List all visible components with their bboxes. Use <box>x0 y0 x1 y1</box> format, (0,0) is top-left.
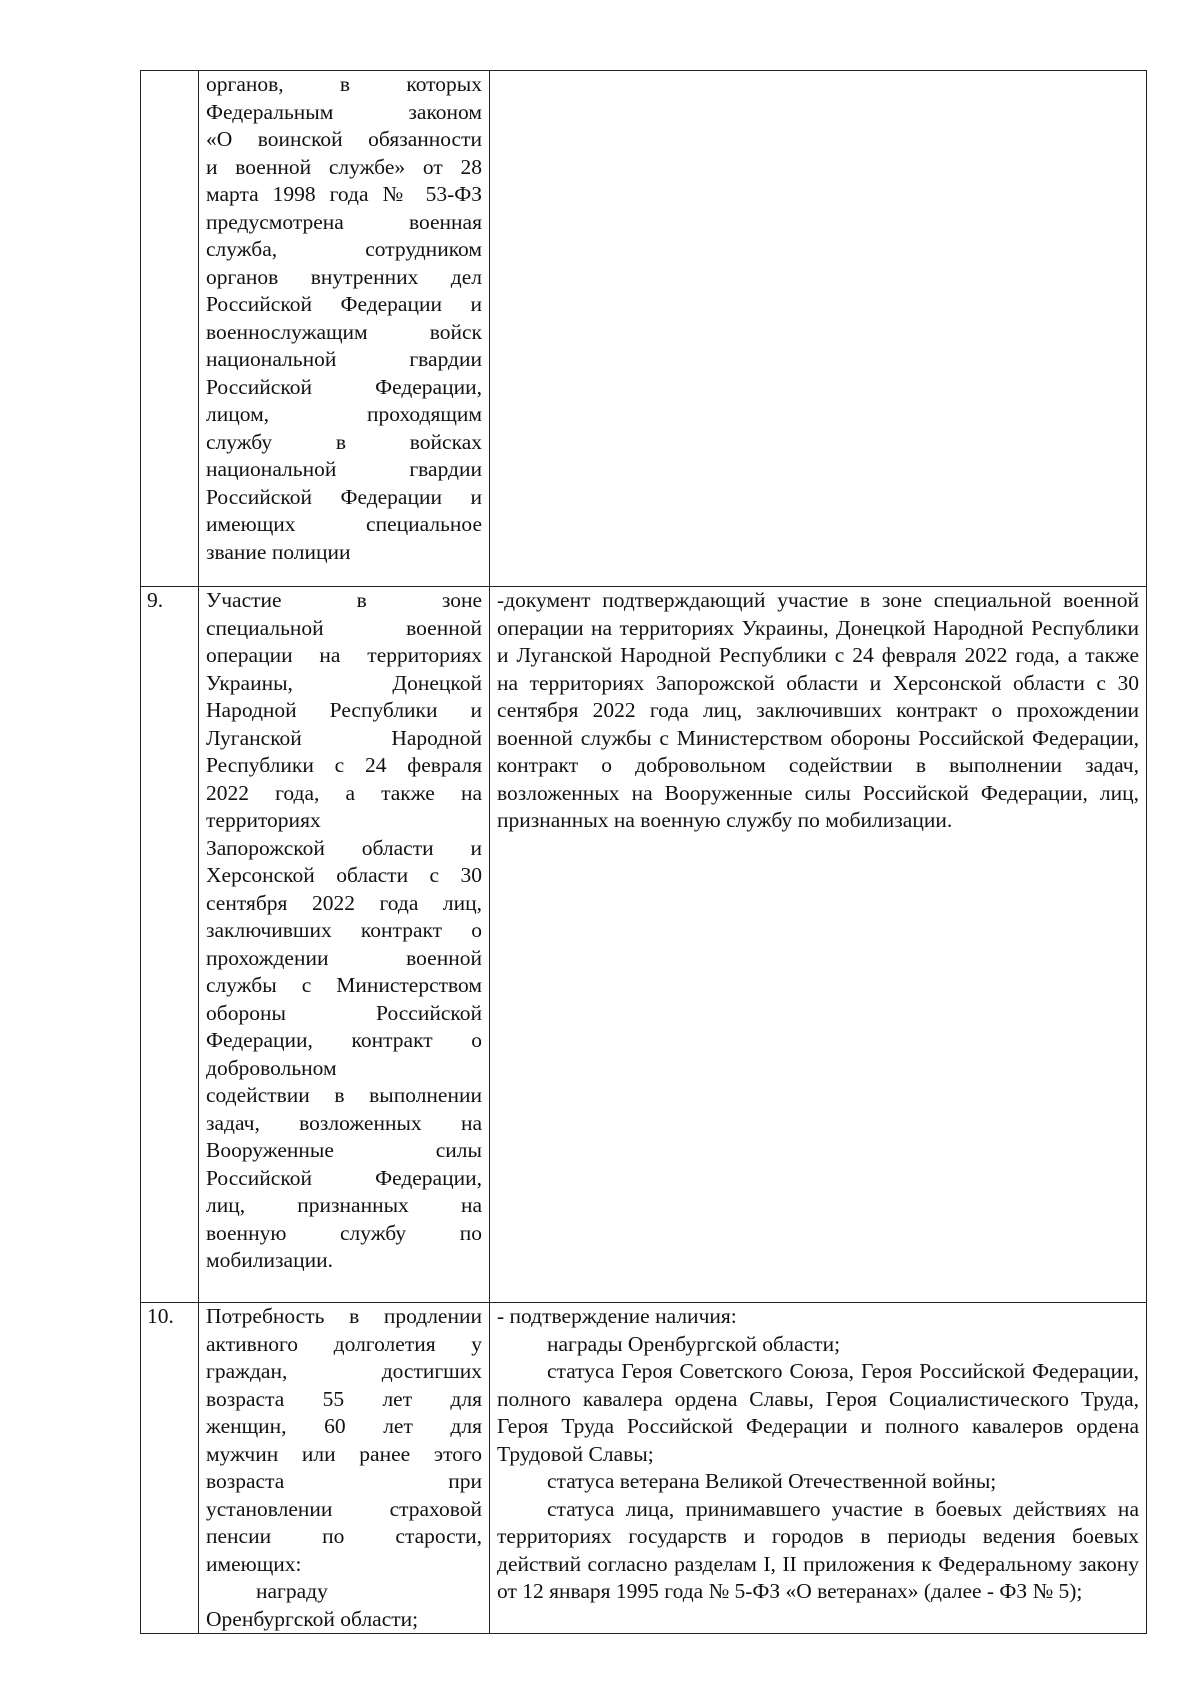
condition-line: органов внутренних дел <box>206 264 482 289</box>
condition-line: активного долголетия у <box>206 1331 482 1356</box>
condition-line: лицом, проходящим <box>206 402 482 426</box>
condition-line: Республики с 24 февраля <box>206 753 482 777</box>
condition-line <box>206 99 482 127</box>
condition-line: специальной военной <box>206 615 482 640</box>
condition-text: Федеральным законом <box>206 99 482 124</box>
condition-line: прохождении военной <box>206 945 482 970</box>
condition-line: военнослужащим войск <box>206 319 482 344</box>
condition-line: национальной гвардии <box>206 347 482 371</box>
condition-cell <box>199 71 490 587</box>
condition-line: лиц, признанных на <box>206 1193 482 1217</box>
condition-line: Российской Федерации, <box>206 1165 482 1190</box>
condition-line: Народной Республики и <box>206 698 482 722</box>
condition-line: предусмотрена военная <box>206 209 482 234</box>
document-paragraph: статуса лица, принимавшего участие в боевых действиях на территориях государств и городов в периоды ведения боевых действий согласно разделам I, II приложения к Федеральному закону от 12 января 1995 года № 5-ФЗ «О ветеранах» (далее - ФЗ № 5); <box>497 1496 1139 1603</box>
condition-line: национальной гвардии <box>206 457 482 481</box>
document-paragraph: статуса ветерана Великой Отечественной войны; <box>547 1469 997 1493</box>
condition-line: территориях <box>206 808 321 832</box>
condition-line: сентября 2022 года лиц, <box>206 890 482 915</box>
condition-line: служба, сотрудником <box>206 237 482 261</box>
condition-line: службы с Министерством <box>206 973 482 997</box>
condition-line: задач, возложенных на <box>206 1110 482 1135</box>
condition-line: мужчин или ранее этого <box>206 1441 482 1466</box>
condition-line: возраста 55 лет для <box>206 1386 482 1411</box>
condition-line: награду <box>256 1579 328 1603</box>
condition-cell <box>199 1303 490 1634</box>
condition-line: Российской Федерации, <box>206 374 482 399</box>
condition-line: Херсонской области с 30 <box>206 863 482 887</box>
condition-line: органов, в которых <box>206 72 482 96</box>
condition-line: службу в войсках <box>206 429 482 454</box>
row-number-cell <box>141 71 199 587</box>
condition-line: марта 1998 года № 53-ФЗ <box>206 182 482 206</box>
condition-line: Участие в зоне <box>206 588 482 612</box>
condition-line: имеющих: <box>206 1551 302 1576</box>
condition-line: Луганской Народной <box>206 725 482 750</box>
row-number: 9. <box>147 588 164 612</box>
condition-line: военную службу по <box>206 1220 482 1245</box>
condition-line: содействии в выполнении <box>206 1083 482 1107</box>
condition-line: Украины, Донецкой <box>206 670 482 695</box>
condition-line: добровольном <box>206 1055 337 1080</box>
condition-line: Оренбургской области; <box>206 1606 419 1631</box>
condition-line: Вооруженные силы <box>206 1138 482 1162</box>
documents-cell <box>490 1303 1147 1634</box>
condition-line: Запорожской области и <box>206 835 482 860</box>
table-row <box>141 1303 1147 1634</box>
condition-line: «О воинской обязанности <box>206 127 482 151</box>
condition-line: мобилизации. <box>206 1248 333 1272</box>
document-paragraph: -документ подтверждающий участие в зоне специальной военной операции на территориях Украины, Донецкой Народной Республики и Луганской Народной Республики с 24 февраля 2022 года, а также на территориях Запорожской области и Херсонской области с 30 сентября 2022 года лиц, заключивших контракт о прохождении военной службы с Министерством обороны Российской Федерации, контракт о добровольном содействии в выполнении задач, возложенных на Вооруженные силы Российской Федерации, лиц, признанных на военную службу по мобилизации. <box>497 588 1139 832</box>
condition-line: Российской Федерации и <box>206 484 482 509</box>
condition-line: граждан, достигших <box>206 1359 482 1383</box>
documents-cell <box>490 587 1147 1303</box>
row-number: 10. <box>147 1304 174 1328</box>
document-paragraph: - подтверждение наличия: <box>497 1304 737 1328</box>
condition-line: Российской Федерации и <box>206 292 482 316</box>
row-number-cell <box>141 1303 199 1634</box>
condition-line: заключивших контракт о <box>206 918 482 942</box>
table-row <box>141 71 1147 587</box>
condition-line: операции на территориях <box>206 643 482 667</box>
condition-line: Федерации, контракт о <box>206 1028 482 1052</box>
condition-line: возраста при <box>206 1469 482 1493</box>
condition-line: Потребность в продлении <box>206 1304 482 1328</box>
condition-cell <box>199 587 490 1303</box>
documents-cell <box>490 71 1147 587</box>
table-row <box>141 587 1147 1303</box>
condition-line: и военной службе» от 28 <box>206 154 482 179</box>
condition-line: обороны Российской <box>206 1000 482 1025</box>
row-number-cell <box>141 587 199 1303</box>
document-paragraph: награды Оренбургской области; <box>547 1331 841 1356</box>
condition-line: женщин, 60 лет для <box>206 1414 482 1438</box>
document-table <box>140 70 1147 1634</box>
condition-line: пенсии по старости, <box>206 1524 482 1548</box>
condition-line: имеющих специальное <box>206 512 482 536</box>
condition-line: 2022 года, а также на <box>206 780 482 805</box>
condition-line: установлении страховой <box>206 1496 482 1521</box>
document-paragraph: статуса Героя Советского Союза, Героя Российской Федерации, полного кавалера ордена Славы, Героя Социалистического Труда, Героя Труда Российской Федерации и полного кавалеров ордена Трудовой Славы; <box>497 1359 1139 1466</box>
condition-line: звание полиции <box>206 539 351 564</box>
